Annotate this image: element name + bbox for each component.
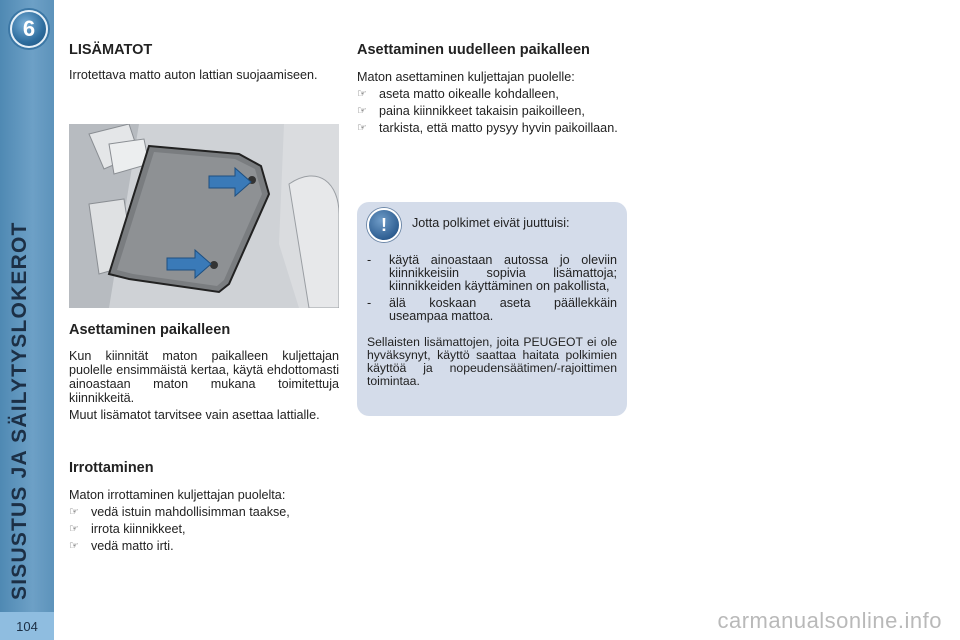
left-column (69, 42, 339, 82)
warning-list (367, 254, 617, 327)
exclamation-icon: ! (367, 208, 401, 242)
asettaminen-uudelleen-steps (357, 87, 627, 135)
page-number: 104 (0, 612, 54, 640)
warning-box (357, 202, 627, 416)
watermark: carmanualsonline.info (717, 608, 942, 633)
list-item: - käytä ainoastaan autossa jo oleviin kiinnikkeisiin sopivia lisämattoja; kiinnikkeiden käyttäminen on pakollista, (367, 253, 617, 293)
section-title-lisamatot: LISÄMATOT (69, 42, 153, 58)
section-title-irrottaminen: Irrottaminen (69, 460, 154, 476)
list-item: ☞ vedä istuin mahdollisimman taakse, (69, 505, 290, 519)
pointing-hand-icon: ☞ (69, 523, 79, 535)
asettaminen-uudelleen-intro: Maton asettaminen kuljettajan puolelle: (357, 70, 575, 84)
list-item: ☞ paina kiinnikkeet takaisin paikoilleen, (357, 104, 585, 118)
section-asettaminen (69, 322, 339, 422)
section-asettaminen-uudelleen (357, 42, 627, 138)
chapter-number-badge: 6 (10, 10, 48, 48)
section-title-asettaminen-uudelleen: Asettaminen uudelleen paikalleen (357, 42, 590, 58)
chapter-title: SISUSTUS JA SÄILYTYSLOKEROT (8, 221, 31, 600)
list-item: - älä koskaan aseta päällekkäin useampaa mattoa. (367, 296, 617, 323)
list-item: ☞ irrota kiinnikkeet, (69, 522, 186, 536)
section-irrottaminen (69, 460, 339, 556)
warning-note: Sellaisten lisämattojen, joita PEUGEOT ei ole hyväksynyt, käyttö saattaa haitata polkimien käyttöä ja nopeudensäätimen/-rajoittimen toimintaa. (367, 335, 617, 388)
pointing-hand-icon: ☞ (357, 105, 367, 117)
pointing-hand-icon: ☞ (69, 506, 79, 518)
section-intro-text: Irrotettava matto auton lattian suojaamiseen. (69, 68, 318, 82)
irrottaminen-intro: Maton irrottaminen kuljettajan puolelta: (69, 488, 286, 502)
pointing-hand-icon: ☞ (357, 88, 367, 100)
pointing-hand-icon: ☞ (357, 122, 367, 134)
floor-mat-drawing (69, 124, 339, 308)
floor-mat-illustration (69, 124, 339, 308)
section-title-asettaminen: Asettaminen paikalleen (69, 322, 231, 338)
chapter-sidebar (0, 0, 54, 640)
list-item: ☞ aseta matto oikealle kohdalleen, (357, 87, 559, 101)
warning-heading: Jotta polkimet eivät juuttuisi: (412, 216, 570, 230)
pointing-hand-icon: ☞ (69, 540, 79, 552)
asettaminen-paragraph-2: Muut lisämatot tarvitsee vain asettaa lattialle. (69, 408, 320, 422)
asettaminen-paragraph-1: Kun kiinnität maton paikalleen kuljettajan puolelle ensimmäistä kertaa, käytä ehdottomasti ainoastaan maton mukana toimitettuja kiinnikkeitä. (69, 349, 339, 405)
list-item: ☞ tarkista, että matto pysyy hyvin paikoillaan. (357, 121, 618, 135)
list-item: ☞ vedä matto irti. (69, 539, 174, 553)
irrottaminen-steps (69, 505, 339, 553)
